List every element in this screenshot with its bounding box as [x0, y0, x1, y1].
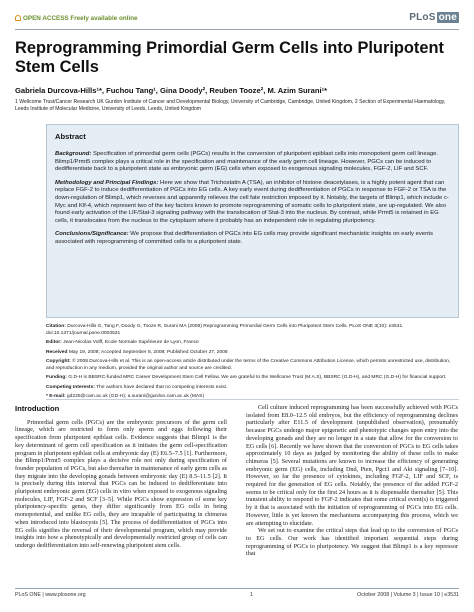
footer-citation: October 2008 | Volume 3 | Issue 10 | e3531 — [357, 592, 459, 598]
meta-label: Citation: — [46, 324, 66, 329]
article-metadata — [46, 324, 459, 404]
meta-label: Received — [46, 349, 68, 355]
editor-line — [46, 340, 459, 347]
body-paragraph: Cell culture induced reprogramming has been successfully achieved with PGCs isolated from E8.0–12.5 old embryos, but the efficiency of reprogramming declines particularly after E11.5 of development (unpublished observation), presumably because PGCs undergo major epigenetic and phenotypic changes upon entry into the developing gonads and they are no longer in a state that allow for the conversion to EG cells [6]. Recently we have shown that the conversion of PGCs to EG cells takes approximately 10 days as judged by monitoring the ability of these cells to make chimeras [5]. Several mutations are known to increase the efficiency of generating embryonic germ (EG) cells, including Dnd, Pten, Pgct1 and Akt signaling [7–10]. However, so far the presence of cytokines, including FGF-2, LIF and SCF, is required for the generation of EG cells. Notably, the presence of the added FGF-2 seems to be critical only for the first 24 hours as it is dispensable thereafter [5]. This transient ability to respond to FGF-2 indicates that some critical event(s) is triggered by it that is associated with the initiation of reprogramming of PGCs into EG cells. However, little is yet known the mechanisms accompanying this process, which we are attempting to elucidate. — [246, 404, 458, 527]
citation-line — [46, 324, 459, 337]
footer-divider — [15, 588, 459, 589]
email-links[interactable]: gd225@cam.ac.uk (GD-H); a.surani@gurdon.cam.ac.uk (MAS) — [65, 394, 205, 399]
plos-one-suffix: one — [438, 12, 457, 23]
abstract-text: Here we show that Trichostatin A (TSA), an inhibitor of histone deacetylases, is a highly potent agent that can replace FGF-2 to induce dedifferentiation of PGCs into EG cells. A key early event during dedifferentiation of PGCs in response to FGF-2 or TSA is the down-regulation of Blimp1, which reverses and apparently relieves the cell fate restriction imposed by it. Notably, the targets of Blimp1, which include c-Myc and Klf-4, which represent two of the key factors known to promote reprogramming of somatic cells to pluripotent state, are up-regulated. We also found early activation of the LIF/Stat-3 signaling pathway with the translocation of Stat-3 into the nucleus. By contrast, while Prmt5 is retained in EG cells, it translocates from the nucleus to the cytoplasm where it probably has an independent role in regulating pluripotency. — [55, 179, 449, 224]
affiliations: 1 Wellcome Trust/Cancer Research UK Gurdon Institute of Cancer and Developmental Biology, University of Cambridge, Cambridge, United Kingdom, 2 Section of Experimental Haematology, Leeds Institute of Molecular Medicine, University of Leeds, Leeds, United Kingdom — [15, 99, 446, 112]
metadata-divider — [46, 399, 459, 400]
article-title: Reprogramming Primordial Germ Cells into Pluripotent Stem Cells — [15, 39, 444, 76]
dates-line — [46, 350, 459, 357]
abstract-heading: Abstract — [55, 132, 86, 141]
abstract-label: Background: — [55, 151, 92, 157]
journal-header — [15, 12, 459, 30]
body-paragraph: We set out to examine the critical steps that lead up to the conversion of PGCs to EG cells. Our work has identified important sequential steps during reprogramming of PGCs to pluripotency. We suggest that Blimp1 is a key repressor that — [246, 527, 458, 558]
meta-label: Funding: — [46, 375, 67, 380]
author-list: Gabriela Durcova-Hills¹*, Fuchou Tang¹, Gina Doody², Reuben Tooze², M. Azim Surani¹* — [15, 86, 328, 95]
page-footer — [15, 591, 459, 601]
open-access-badge[interactable] — [15, 15, 138, 22]
plos-one-logo[interactable] — [409, 12, 459, 23]
footer-journal-link[interactable]: PLoS ONE | www.plosone.org — [15, 592, 86, 598]
competing-interests-line — [46, 385, 459, 392]
abstract-background — [55, 151, 450, 174]
abstract-label: Methodology and Principal Findings: — [55, 179, 159, 186]
meta-label: Competing Interests: — [46, 384, 95, 390]
introduction-heading: Introduction — [15, 404, 60, 413]
open-lock-icon — [15, 15, 21, 21]
meta-value: © 2008 Durcova-Hills et al. This is an open-access article distributed under the terms of the Creative Commons Attribution License, which permits unrestricted use, distribution, and reproduction in any medium, provided the original author and source are credited. — [46, 359, 451, 371]
meta-label: * E-mail: — [46, 394, 66, 399]
meta-label: Copyright: — [46, 359, 71, 364]
body-column-left — [15, 405, 227, 550]
plos-brand-text: PLoS — [409, 12, 436, 23]
meta-value: May 19, 2008; Accepted September 8, 2008; Published October 27, 2008 — [67, 349, 228, 355]
abstract-methodology — [55, 180, 450, 226]
body-column-right — [246, 404, 458, 558]
meta-value: The authors have declared that no competing interests exist. — [94, 384, 228, 390]
body-paragraph: Primordial germ cells (PGCs) are the embryonic precursors of the germ cell lineage, which are restricted to form only sperm and eggs following their specification from pluripotent epiblast cells. Evidence suggests that Blimp1 is the key determinant of germ cell specification as it initiates the germ cell-specification program in pluripotent epiblast cells at embryonic day (E) E6.5–7.5 [1]. Furthermore, the Blimp1/Prmt5 complex plays a decisive role not only during specification of founder population of PGCs, but also thereafter in maintenance of early germ cells as they migrate into the developing gonads between embryonic day (E) 8.5–11.5 [2]. It is precisely during this interval that PGCs can be induced to dedifferentiate into pluripotent embryonic germ (EG) cells in vitro when exposed to exogenous signaling molecules, LIF, FGF-2 and SCF [3–5]. While PGCs show expression of some key pluripotency-specific genes, they differ significantly from EG cells in being monopotential, and unlike EG cells, they are incapable of participating in chimeras when introduced into blastocysts [5]. The process of dedifferentiation of PGCs into EG cells signifies the reversal of their developmental program, which may provide insights into how a phenotypically and developmentally restricted group of cells can undergo dedifferentiation into self-renewing pluripotent stem cells. — [15, 418, 227, 549]
page-number: 1 — [250, 592, 253, 598]
abstract-label: Conclusions/Significance: — [55, 231, 129, 238]
abstract-text: Specification of primordial germ cells (PGCs) results in the conversion of pluripotent epiblast cells into monopotent germ cell lineage. Blimp1/Prmt5 complex plays a critical role in the specification and maintenance of the early germ cell lineage. However, PGCs can be induced to dedifferentiate back to a pluripotent state as embryonic germ (EG) cells when exposed to exogenous signaling molecules, FGF-2, LIF and SCF. — [55, 151, 439, 173]
meta-value: G.D-H is BBSRC-funded MRC Career Development Stem Cell Fellow. We are grateful to the Wellcome Trust (M.A.S), BBSRC (G.D-H), and MRC (G.D-H) for financial support. — [66, 375, 447, 380]
abstract-conclusions — [55, 231, 450, 246]
abstract-box — [46, 124, 459, 318]
funding-line — [46, 375, 459, 382]
copyright-line — [46, 359, 459, 372]
abstract-text: We propose that dedifferentiation of PGCs into EG cells may provide significant mechanistic insights on early events associated with reprogramming of committed cells to a pluripotent state. — [55, 231, 433, 245]
open-access-label: OPEN ACCESS Freely available online — [23, 15, 138, 22]
meta-label: Editor: — [46, 340, 62, 345]
meta-value[interactable]: Durcova-Hills G, Tang F, Doody G, Tooze R, Surani MA (2008) Reprogramming Primordial Germ Cells into Pluripotent Stem Cells. PLoS ONE 3(10): e3531. doi:10.1371/journal.pone.0003531 — [46, 324, 404, 336]
meta-value: Jean-Nicolas Volff, Ecole Normale Supérieure de Lyon, France — [61, 340, 199, 345]
